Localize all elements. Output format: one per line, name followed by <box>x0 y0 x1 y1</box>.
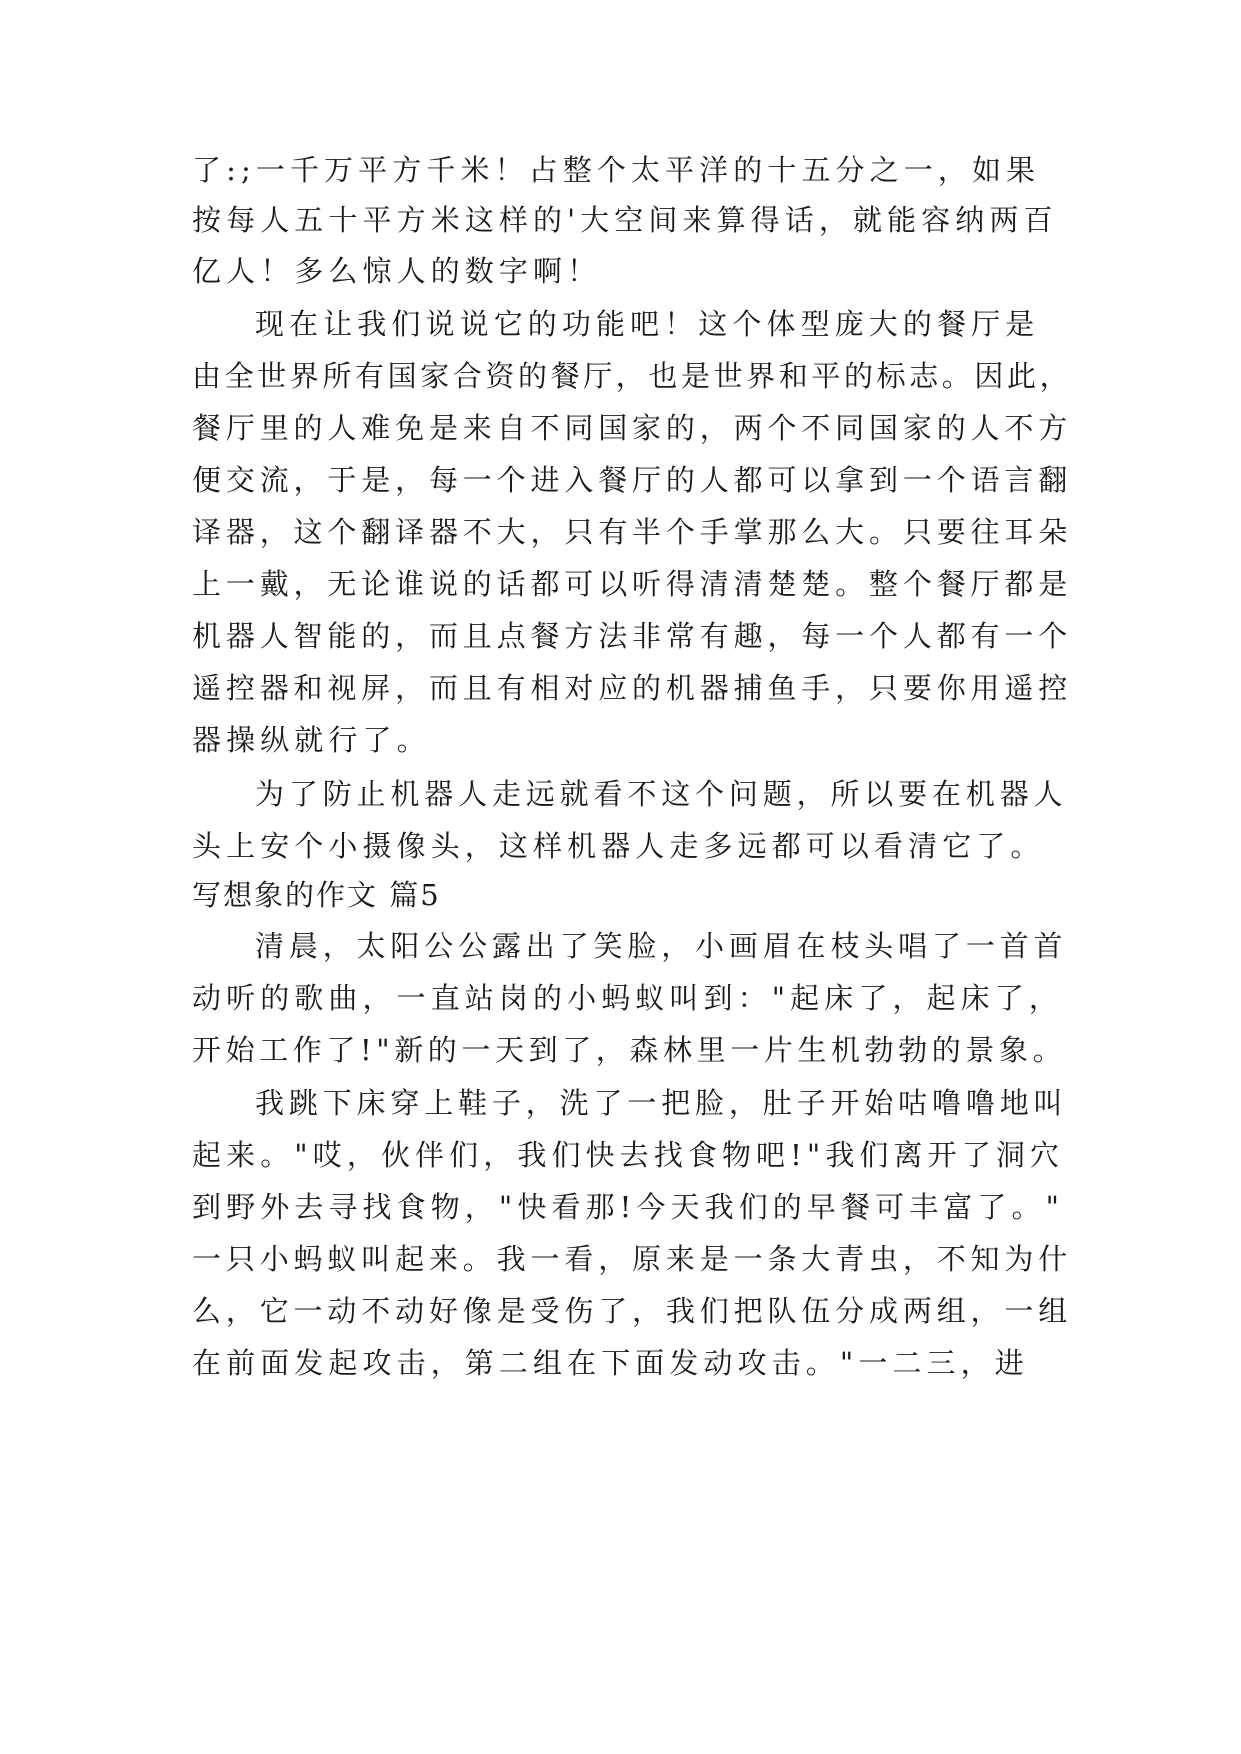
text-line: 遥控器和视屏，而且有相对应的机器捕鱼手，只要你用遥控 <box>192 671 1073 705</box>
text-line: 动听的歌曲，一直站岗的小蚂蚁叫到："起床了，起床了， <box>192 981 1063 1015</box>
text-line: 便交流，于是，每一个进入餐厅的人都可以拿到一个语言翻 <box>192 463 1073 497</box>
text-line: 餐厅里的人难免是来自不同国家的，两个不同国家的人不方 <box>192 411 1073 445</box>
text-line: 按每人五十平方米这样的'大空间来算得话，就能容纳两百 <box>192 203 1058 237</box>
text-line: 一只小蚂蚁叫起来。我一看，原来是一条大青虫，不知为什 <box>192 1242 1073 1276</box>
paragraph-first-line: 清晨，太阳公公露出了笑脸，小画眉在枝头唱了一首首 <box>255 929 1068 963</box>
text-line: 机器人智能的，而且点餐方法非常有趣，每一个人都有一个 <box>192 619 1073 653</box>
text-line: 么，它一动不动好像是受伤了，我们把队伍分成两组，一组 <box>192 1294 1073 1328</box>
text-line: 器操纵就行了。 <box>192 723 431 757</box>
text-line: 头上安个小摄像头，这样机器人走多远都可以看清它了。 <box>192 829 1045 863</box>
text-line: 在前面发起攻击，第二组在下面发动攻击。"一二三，进 <box>192 1346 1029 1380</box>
paragraph-first-line: 为了防止机器人走远就看不这个问题，所以要在机器人 <box>255 777 1068 811</box>
text-line: 上一戴，无论谁说的话都可以听得清清楚楚。整个餐厅都是 <box>192 567 1073 601</box>
paragraph-first-line: 我跳下床穿上鞋子，洗了一把脸，肚子开始咕噜噜地叫 <box>255 1086 1068 1120</box>
text-line: 了:;一千万平方千米！占整个太平洋的十五分之一，如果 <box>192 153 1041 187</box>
text-line: 亿人！多么惊人的数字啊！ <box>192 254 602 288</box>
text-line: 到野外去寻找食物，"快看那!今天我们的早餐可丰富了。" <box>192 1190 1065 1224</box>
text-line: 开始工作了!"新的一天到了，森林里一片生机勃勃的景象。 <box>192 1033 1067 1067</box>
section-heading: 写想象的作文 篇5 <box>192 878 441 912</box>
text-line: 起来。"哎，伙伴们，我们快去找食物吧!"我们离开了洞穴 <box>192 1138 1065 1172</box>
paragraph-first-line: 现在让我们说说它的功能吧！这个体型庞大的餐厅是 <box>255 307 1040 341</box>
text-line: 由全世界所有国家合资的餐厅，也是世界和平的标志。因此， <box>192 359 1073 393</box>
text-line: 译器，这个翻译器不大，只有半个手掌那么大。只要往耳朵 <box>192 515 1073 549</box>
